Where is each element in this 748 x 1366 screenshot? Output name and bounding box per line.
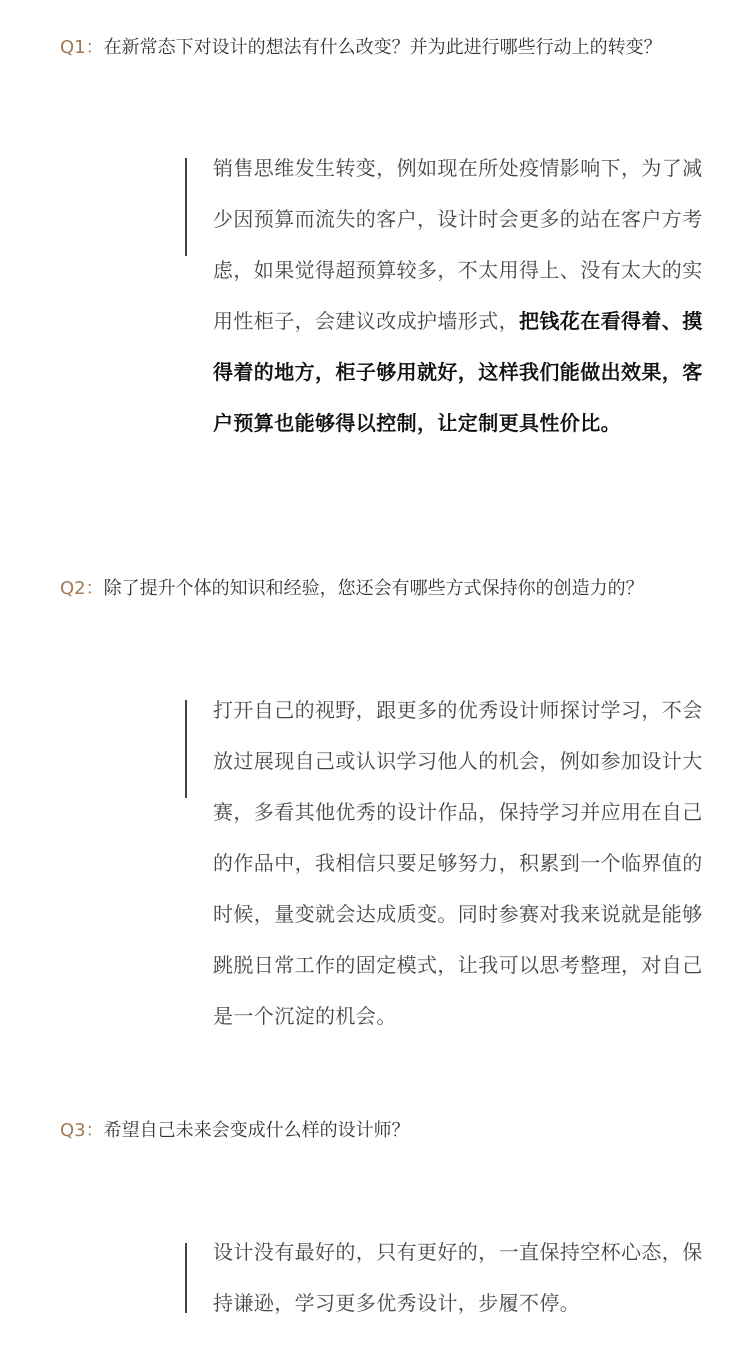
- answer-3: [213, 1227, 708, 1329]
- question-label: Q1：: [60, 37, 104, 58]
- question-label: Q3：: [60, 1120, 104, 1141]
- quote-bar: [185, 700, 187, 798]
- answer-text: 销售思维发生转变，例如现在所处疫情影响下，为了减少因预算而流失的客户，设计时会更多的站在客户方考虑，如果觉得超预算较多，不太用得上、没有太大的实用性柜子，会建议改成护墙形式，: [213, 156, 703, 333]
- question-2: [60, 576, 644, 602]
- answer-2: [213, 685, 708, 1042]
- answer-text: 设计没有最好的，只有更好的，一直保持空杯心态，保持谦逊，学习更多优秀设计，步履不停。: [213, 1240, 703, 1315]
- answer-1: [213, 143, 708, 449]
- answer-text: 打开自己的视野，跟更多的优秀设计师探讨学习，不会放过展现自己或认识学习他人的机会，例如参加设计大赛，多看其他优秀的设计作品，保持学习并应用在自己的作品中，我相信只要足够努力，积累到一个临界值的时候，量变就会达成质变。同时参赛对我来说就是能够跳脱日常工作的固定模式，让我可以思考整理，对自己是一个沉淀的机会。: [213, 698, 703, 1028]
- answer-highlight: 把钱花在看得着、摸得着的地方，柜子够用就好，这样我们能做出效果，客户预算也能够得以控制，让定制更具性价比。: [213, 309, 703, 435]
- question-label: Q2：: [60, 578, 104, 599]
- quote-bar: [185, 158, 187, 256]
- question-1: [60, 35, 662, 61]
- quote-bar: [185, 1243, 187, 1313]
- question-text: 在新常态下对设计的想法有什么改变？并为此进行哪些行动上的转变？: [103, 37, 662, 58]
- question-text: 希望自己未来会变成什么样的设计师？: [103, 1120, 410, 1141]
- question-3: [60, 1118, 410, 1144]
- question-text: 除了提升个体的知识和经验，您还会有哪些方式保持你的创造力的？: [103, 578, 644, 599]
